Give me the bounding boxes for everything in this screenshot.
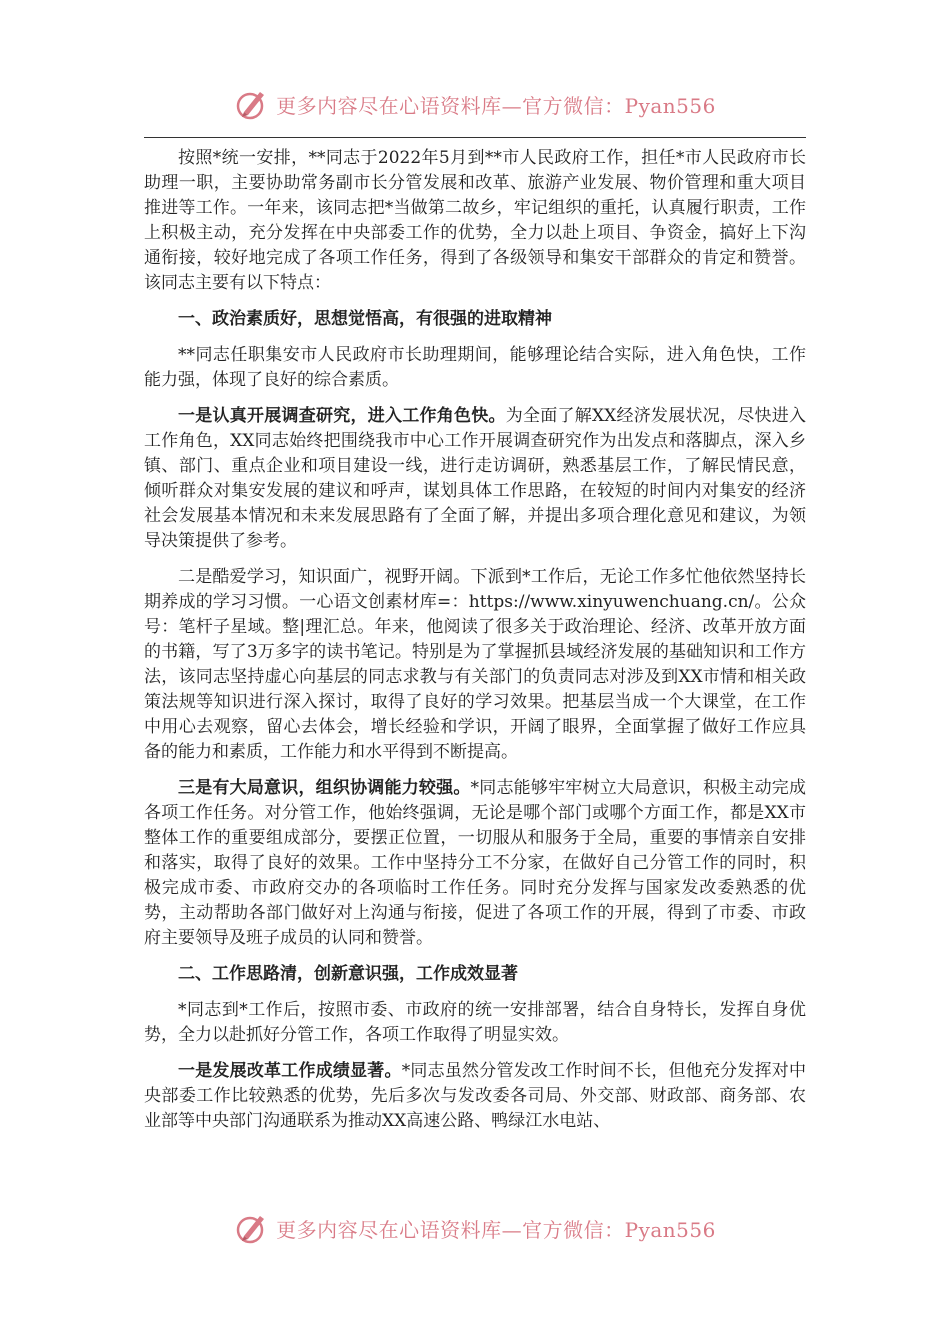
footer-banner [0, 1208, 950, 1248]
paragraph-3-lead: 一是认真开展调查研究，进入工作角色快。 [178, 406, 506, 426]
paragraph-5-text: *同志能够牢牢树立大局意识，积极主动完成各项工作任务。对分管工作，他始终强调，无论是哪个部门或哪个方面工作，都是XX市整体工作的重要组成部分，要摆正位置，一切服从和服务于全局，重要的事情亲自安排和落实，取得了良好的效果。工作中坚持分工不分家，在做好自己分管工作的同时，积极完成市委、市政府交办的各项临时工作任务。同时充分发挥与国家发改委熟悉的优势，主动帮助各部门做好对上沟通与衔接，促进了各项工作的开展，得到了市委、市政府主要领导及班子成员的认同和赞誉。 [144, 778, 807, 948]
pen-logo-icon [234, 1210, 270, 1246]
header-rule [144, 137, 806, 138]
paragraph-6: *同志到*工作后，按照市委、市政府的统一安排部署，结合自身特长，发挥自身优势，全力以赴抓好分管工作，各项工作取得了明显实效。 [144, 1000, 806, 1045]
section-heading-2: 二、工作思路清，创新意识强，工作成效显著 [178, 964, 518, 984]
paragraph-4-text-a: 二是酷爱学习，知识面广，视野开阔。下派到*工作后，无论工作多忙他依然坚持长期养成的学习习惯。一心语文创素材库=：https:// [144, 567, 806, 612]
header-banner-text: 更多内容尽在心语资料库—官方微信：Pyan556 [276, 93, 716, 118]
paragraph-5-lead: 三是有大局意识，组织协调能力较强。 [178, 778, 471, 798]
paragraph-4 [144, 565, 806, 765]
paragraph-7 [144, 1059, 806, 1134]
section-heading-1: 一、政治素质好，思想觉悟高，有很强的进取精神 [178, 309, 552, 329]
paragraph-3 [144, 404, 806, 554]
header-banner [0, 84, 950, 124]
paragraph-2: **同志任职集安市人民政府市长助理期间，能够理论结合实际，进入角色快，工作能力强，体现了良好的综合素质。 [144, 345, 806, 390]
paragraph-7-text: *同志虽然分管发改工作时间不长，但他充分发挥对中央部委工作比较熟悉的优势，先后多次与发改委各司局、外交部、财政部、商务部、农业部等中央部门沟通联系为推动XX高速公路、鸭绿江水电站、 [144, 1061, 807, 1131]
footer-banner-text: 更多内容尽在心语资料库—官方微信：Pyan556 [276, 1217, 716, 1242]
paragraph-5 [144, 776, 806, 951]
paragraph-7-lead: 一是发展改革工作成绩显著。 [178, 1061, 402, 1081]
intro-paragraph: 按照*统一安排，**同志于2022年5月到**市人民政府工作，担任*市人民政府市长助理一职，主要协助常务副市长分管发展和改革、旅游产业发展、物价管理和重大项目推进等工作。一年来，该同志把*当做第二故乡，牢记组织的重托，认真履行职责，工作上积极主动，充分发挥在中央部委工作的优势，全力以赴上项目、争资金，搞好上下沟通衔接，较好地完成了各项工作任务，得到了各级领导和集安干部群众的肯定和赞誉。该同志主要有以下特点： [144, 148, 806, 293]
pen-logo-icon [234, 86, 270, 122]
paragraph-3-text: 为全面了解XX经济发展状况，尽快进入工作角色，XX同志始终把围绕我市中心工作开展调查研究作为出发点和落脚点，深入乡镇、部门、重点企业和项目建设一线，进行走访调研，熟悉基层工作，了解民情民意，倾听群众对集安发展的建议和呼声，谋划具体工作思路，在较短的时间内对集安的经济社会发展基本情况和未来发展思路有了全面了解，并提出多项合理化意见和建议，为领导决策提供了参考。 [144, 406, 807, 551]
document-body [144, 146, 806, 1145]
paragraph-4-text-b: www.xinyuwenchuang.cn/。公众号：笔杆子星域。整|理汇总。年来，他阅读了很多关于政治理论、经济、改革开放方面的书籍，写了3万多字的读书笔记。特别是为了掌握抓县域经济发展的基础知识和工作方法，该同志坚持虚心向基层的同志求教与有关部门的负责同志对涉及到XX市情和相关政策法规等知识进行深入探讨，取得了良好的学习效果。把基层当成一个大课堂，在工作中用心去观察，留心去体会，增长经验和学识，开阔了眼界，全面掌握了做好工作应具备的能力和素质，工作能力和水平得到不断提高。 [144, 592, 806, 762]
